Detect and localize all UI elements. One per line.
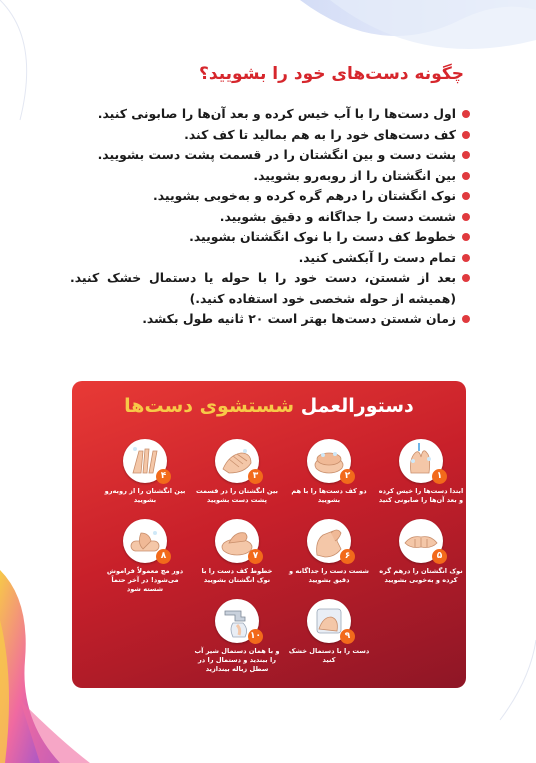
step-caption: خطوط کف دست را با نوک انگشتان بشویید: [201, 567, 273, 584]
bullet-icon: [462, 274, 470, 282]
hand-washing-icon: [123, 439, 167, 483]
list-item: کف دست‌های خود را به هم بمالید تا کف کند.: [70, 125, 470, 146]
step-number: ۱: [432, 469, 447, 484]
step-caption: شست دست را جداگانه و دقیق بشویید: [289, 567, 369, 584]
step-number: ۹: [340, 629, 355, 644]
step-8: [102, 519, 188, 594]
step-caption: ابتدا دست‌ها را خیس کرده و بعد آن‌ها را صابونی کنید: [378, 487, 464, 504]
bullet-icon: [462, 131, 470, 139]
step-number: ۴: [156, 469, 171, 484]
bullet-icon: [462, 233, 470, 241]
hand-washing-icon: [123, 519, 167, 563]
list-item: بین انگشتان را از روبه‌رو بشویید.: [70, 166, 470, 187]
step-number: ۸: [156, 549, 171, 564]
bullet-icon: [462, 172, 470, 180]
bullet-icon: [462, 110, 470, 118]
step-number: ۷: [248, 549, 263, 564]
list-item: پشت دست و بین انگشتان را در قسمت پشت دست بشویید.: [70, 145, 470, 166]
step-caption: دست را با دستمال خشک کنید: [288, 647, 370, 664]
bullet-icon: [462, 151, 470, 159]
panel-title: دستورالعمل شستشوی دست‌ها: [124, 395, 414, 417]
hand-washing-icon: [215, 599, 259, 643]
list-item: شست دست را جداگانه و دقیق بشویید.: [70, 207, 470, 228]
list-item: بعد از شستن، دست خود را با حوله یا دستمال خشک کنید. (همیشه از حوله شخصی خود استفاده کنید.): [70, 268, 470, 309]
list-item: خطوط کف دست را با نوک انگشتان بشویید.: [70, 227, 470, 248]
step-5: [378, 519, 464, 585]
step-10: [194, 599, 280, 674]
bullet-icon: [462, 254, 470, 262]
bullet-icon: [462, 213, 470, 221]
step-caption: دور مچ معمولاً فراموش می‌شود! در آخر حتماً شسته شود: [106, 567, 184, 593]
step-4: [102, 439, 188, 505]
panel-title-highlight: شستشوی دست‌ها: [124, 395, 295, 417]
hand-washing-icon: [307, 599, 351, 643]
step-1: [378, 439, 464, 505]
bullet-icon: [462, 192, 470, 200]
step-2: [286, 439, 372, 505]
step-number: ۱۰: [248, 629, 263, 644]
hand-washing-icon: [215, 439, 259, 483]
hand-washing-icon: [399, 519, 443, 563]
hand-washing-icon: [307, 439, 351, 483]
handwashing-panel: [72, 381, 466, 688]
step-number: ۶: [340, 549, 355, 564]
list-item: اول دست‌ها را با آب خیس کرده و بعد آن‌ها را صابونی کنید.: [70, 104, 470, 125]
hand-washing-icon: [399, 439, 443, 483]
step-6: [286, 519, 372, 585]
step-caption: دو کف دست‌ها را با هم بشویید: [291, 487, 367, 504]
step-number: ۵: [432, 549, 447, 564]
hand-washing-icon: [215, 519, 259, 563]
step-caption: بین انگشتان را از روبه‌رو بشویید: [104, 487, 186, 504]
instruction-list: [70, 104, 470, 330]
step-7: [194, 519, 280, 585]
page-title: چگونه دست‌های خود را بشویید؟: [199, 64, 464, 84]
list-item: زمان شستن دست‌ها بهتر است ۲۰ ثانیه طول بکشد.: [70, 309, 470, 330]
step-number: ۳: [248, 469, 263, 484]
step-caption: نوک انگشتان را درهم گره کرده و به‌خوبی بشویید: [379, 567, 463, 584]
hand-washing-icon: [307, 519, 351, 563]
step-caption: و با همان دستمال شیر آب را ببندید و دستمال را در سطل زباله بیندازید: [194, 647, 280, 673]
step-caption: بین انگشتان را در قسمت پشت دست بشویید: [195, 487, 279, 504]
bullet-icon: [462, 315, 470, 323]
step-number: ۲: [340, 469, 355, 484]
list-item: نوک انگشتان را درهم گره کرده و به‌خوبی بشویید.: [70, 186, 470, 207]
step-3: [194, 439, 280, 505]
list-item: تمام دست را آبکشی کنید.: [70, 248, 470, 269]
step-9: [286, 599, 372, 665]
